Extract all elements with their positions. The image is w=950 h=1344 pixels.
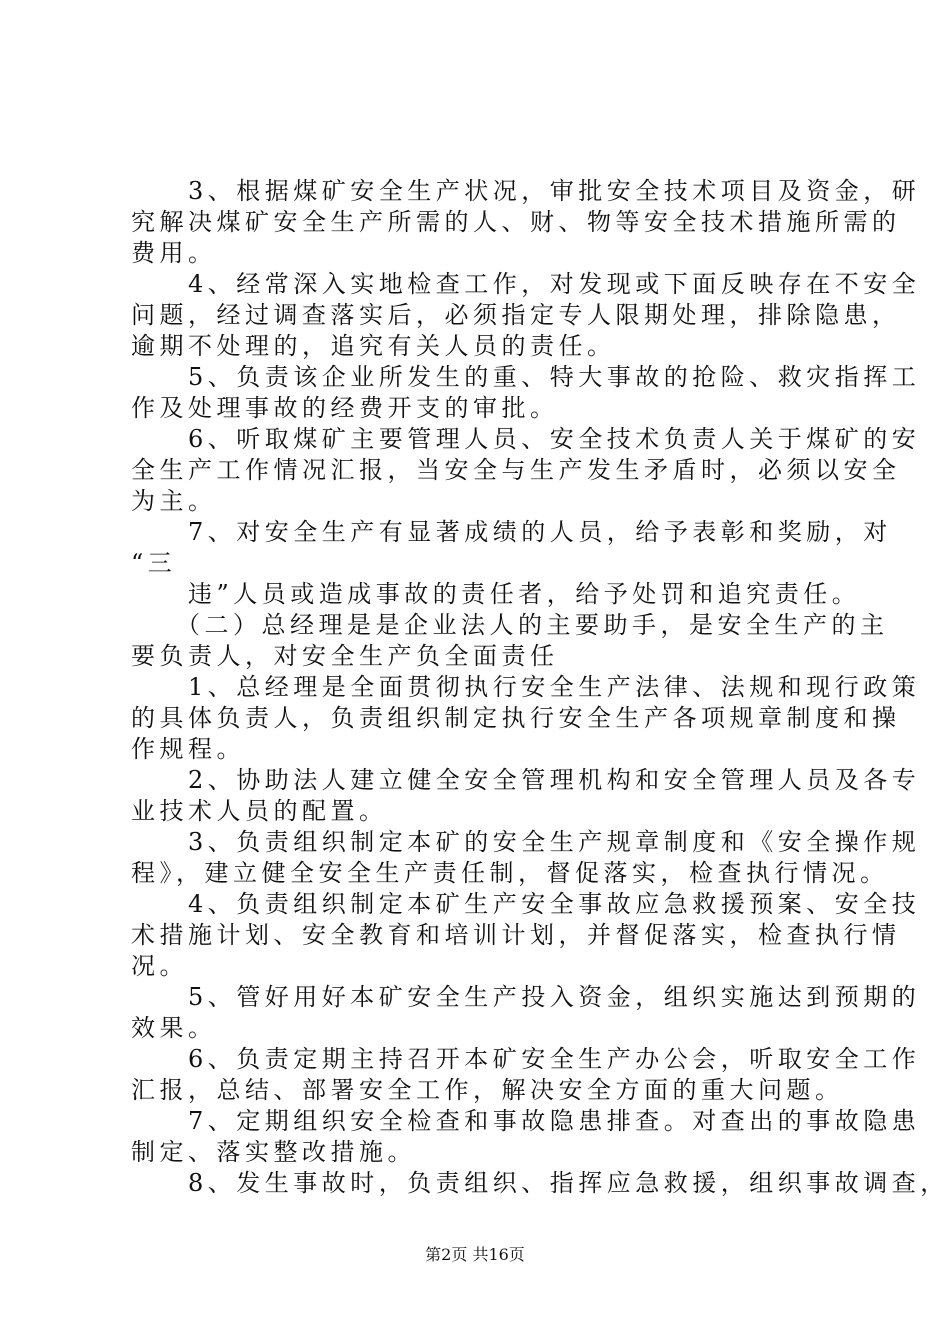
text-line: 3、负责组织制定本矿的安全生产规章制度和《安全操作规 — [131, 828, 921, 856]
text-line: 要负责人，对安全生产负全面责任 — [131, 642, 559, 670]
text-line: “三 — [131, 549, 177, 577]
text-line: 效果。 — [131, 1014, 217, 1042]
text-line: 的具体负责人，负责组织制定执行安全生产各项规章制度和操 — [131, 704, 901, 732]
text-line: 4、经常深入实地检查工作，对发现或下面反映存在不安全 — [131, 270, 921, 298]
text-line: 5、管好用好本矿安全生产投入资金，组织实施达到预期的 — [131, 983, 921, 1011]
text-line: （二）总经理是是企业法人的主要助手，是安全生产的主 — [131, 611, 889, 639]
text-line: 究解决煤矿安全生产所需的人、财、物等安全技术措施所需的 — [131, 208, 901, 236]
text-line: 逾期不处理的，追究有关人员的责任。 — [131, 332, 616, 360]
text-line: 业技术人员的配置。 — [131, 797, 388, 825]
text-line: 问题，经过调查落实后，必须指定专人限期处理，排除隐患， — [131, 301, 901, 329]
text-line: 况。 — [131, 952, 188, 980]
text-line: 1、总经理是全面贯彻执行安全生产法律、法规和现行政策 — [131, 673, 921, 701]
text-line: 6、负责定期主持召开本矿安全生产办公会，听取安全工作 — [131, 1045, 921, 1073]
text-line: 作规程。 — [131, 735, 245, 763]
text-line: 6、听取煤矿主要管理人员、安全技术负责人关于煤矿的安 — [131, 425, 921, 453]
text-line: 术措施计划、安全教育和培训计划，并督促落实，检查执行情 — [131, 921, 901, 949]
text-line: 汇报，总结、部署安全工作，解决安全方面的重大问题。 — [131, 1076, 844, 1104]
text-line: 7、对安全生产有显著成绩的人员，给予表彰和奖励，对 — [131, 518, 892, 546]
text-line: 程》，建立健全安全生产责任制，督促落实，检查执行情况。 — [131, 859, 889, 887]
text-line: 4、负责组织制定本矿生产安全事故应急救援预案、安全技 — [131, 890, 921, 918]
text-line: 违”人员或造成事故的责任者，给予处罚和追究责任。 — [131, 580, 861, 608]
document-body — [131, 176, 949, 1199]
page-footer: 第2页 共16页 — [425, 1245, 525, 1264]
text-line: 为主。 — [131, 487, 217, 515]
text-line: 费用。 — [131, 239, 217, 267]
text-line: 5、负责该企业所发生的重、特大事故的抢险、救灾指挥工 — [131, 363, 921, 391]
text-line: 全生产工作情况汇报，当安全与生产发生矛盾时，必须以安全 — [131, 456, 901, 484]
text-line: 2、协助法人建立健全安全管理机构和安全管理人员及各专 — [131, 766, 921, 794]
text-line: 7、定期组织安全检查和事故隐患排查。对查出的事故隐患 — [131, 1107, 921, 1135]
text-line: 制定、落实整改措施。 — [131, 1138, 416, 1166]
text-line: 作及处理事故的经费开支的审批。 — [131, 394, 559, 422]
text-line: 3、根据煤矿安全生产状况，审批安全技术项目及资金，研 — [131, 177, 921, 205]
text-line: 8、发生事故时，负责组织、指挥应急救援，组织事故调查， — [131, 1169, 949, 1197]
